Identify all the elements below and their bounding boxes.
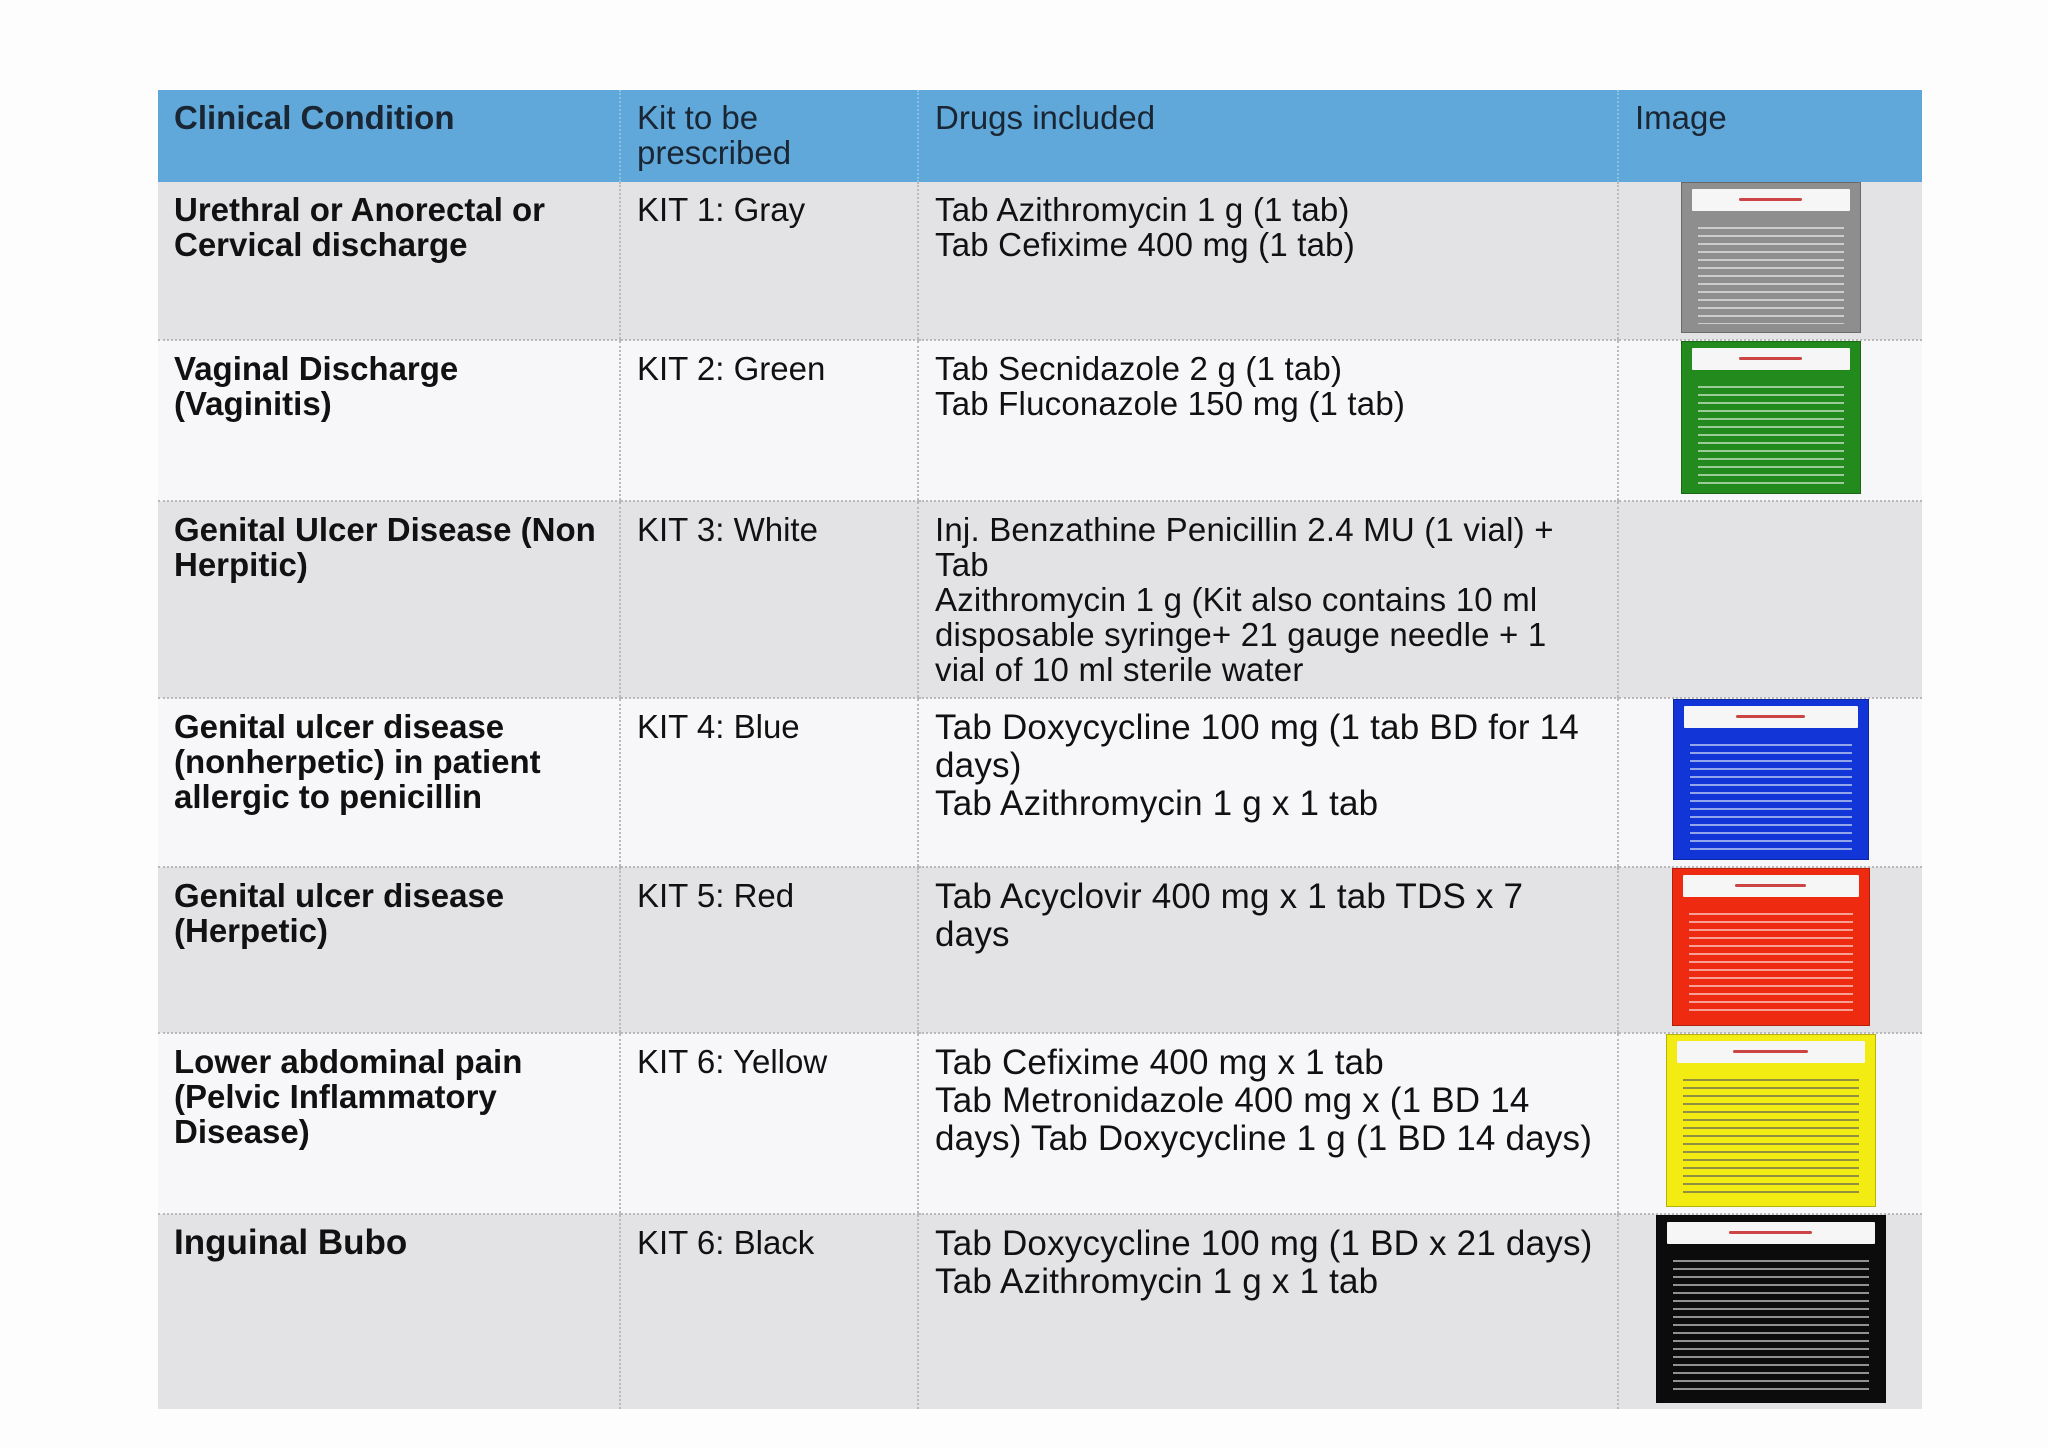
header-image: Image <box>1618 90 1922 182</box>
drug-line: Tab Azithromycin 1 g x 1 tab <box>935 784 1379 823</box>
green-kit-box-image <box>1681 341 1861 494</box>
table-header-row <box>158 90 1922 182</box>
drug-line: Tab Doxycycline 100 mg (1 tab BD for 14 days) <box>935 708 1579 785</box>
kit-image-cell <box>1618 698 1922 867</box>
kit-cell: KIT 6: Black <box>620 1214 918 1409</box>
drug-line: Tab Secnidazole 2 g (1 tab) <box>935 350 1343 387</box>
table-row <box>158 182 1922 340</box>
kit-image-cell <box>1618 1214 1922 1409</box>
table-row <box>158 698 1922 867</box>
kit-image-cell <box>1618 1033 1922 1214</box>
condition-cell: Inguinal Bubo <box>158 1214 620 1409</box>
condition-cell: Vaginal Discharge (Vaginitis) <box>158 340 620 501</box>
condition-cell: Urethral or Anorectal or Cervical discharge <box>158 182 620 340</box>
condition-cell: Genital ulcer disease (nonherpetic) in patient allergic to penicillin <box>158 698 620 867</box>
table-row <box>158 1214 1922 1409</box>
drug-line: Inj. Benzathine Penicillin 2.4 MU (1 vial) + Tab <box>935 511 1554 583</box>
drugs-cell <box>918 182 1618 340</box>
yellow-kit-box-image <box>1666 1034 1876 1207</box>
kit-cell: KIT 1: Gray <box>620 182 918 340</box>
kit-cell: KIT 2: Green <box>620 340 918 501</box>
kit-image-cell <box>1618 340 1922 501</box>
drugs-cell <box>918 867 1618 1033</box>
red-kit-box-image <box>1672 868 1870 1026</box>
header-drugs: Drugs included <box>918 90 1618 182</box>
drug-line: Tab Acyclovir 400 mg x 1 tab TDS x 7 days <box>935 877 1524 954</box>
kit-cell: KIT 5: Red <box>620 867 918 1033</box>
drug-line: Tab Cefixime 400 mg x 1 tab <box>935 1043 1384 1082</box>
table-row <box>158 340 1922 501</box>
gray-kit-box-image <box>1681 182 1861 333</box>
drug-line: Tab Azithromycin 1 g x 1 tab <box>935 1262 1379 1301</box>
kit-image-cell <box>1618 182 1922 340</box>
drugs-cell <box>918 501 1618 698</box>
drug-line: Tab Metronidazole 400 mg x (1 BD 14 days) Tab Doxycycline 1 g (1 BD 14 days) <box>935 1081 1593 1158</box>
table-row <box>158 501 1922 698</box>
kit-cell: KIT 4: Blue <box>620 698 918 867</box>
blue-kit-box-image <box>1673 699 1869 860</box>
drug-line: Tab Cefixime 400 mg (1 tab) <box>935 226 1355 263</box>
drugs-cell <box>918 340 1618 501</box>
table-row <box>158 867 1922 1033</box>
drugs-cell <box>918 1214 1618 1409</box>
table-row <box>158 1033 1922 1214</box>
kit-cell: KIT 6: Yellow <box>620 1033 918 1214</box>
condition-cell: Genital Ulcer Disease (Non Herpitic) <box>158 501 620 698</box>
drug-line: Tab Azithromycin 1 g (1 tab) <box>935 191 1350 228</box>
header-kit: Kit to be prescribed <box>620 90 918 182</box>
header-clinical-condition: Clinical Condition <box>158 90 620 182</box>
kit-cell: KIT 3: White <box>620 501 918 698</box>
drug-line: Tab Fluconazole 150 mg (1 tab) <box>935 385 1406 422</box>
black-kit-box-image <box>1656 1215 1886 1403</box>
drugs-cell <box>918 698 1618 867</box>
sti-kit-table-container <box>158 90 1922 1409</box>
drugs-cell <box>918 1033 1618 1214</box>
condition-cell: Genital ulcer disease (Herpetic) <box>158 867 620 1033</box>
kit-image-cell <box>1618 867 1922 1033</box>
kit-image-cell <box>1618 501 1922 698</box>
sti-kit-table <box>158 90 1922 1409</box>
condition-cell: Lower abdominal pain (Pelvic Inflammatory Disease) <box>158 1033 620 1214</box>
drug-line: Tab Doxycycline 100 mg (1 BD x 21 days) <box>935 1224 1593 1263</box>
drug-line: Azithromycin 1 g (Kit also contains 10 ml disposable syringe+ 21 gauge needle + 1 vial of 10 ml sterile water <box>935 581 1547 688</box>
